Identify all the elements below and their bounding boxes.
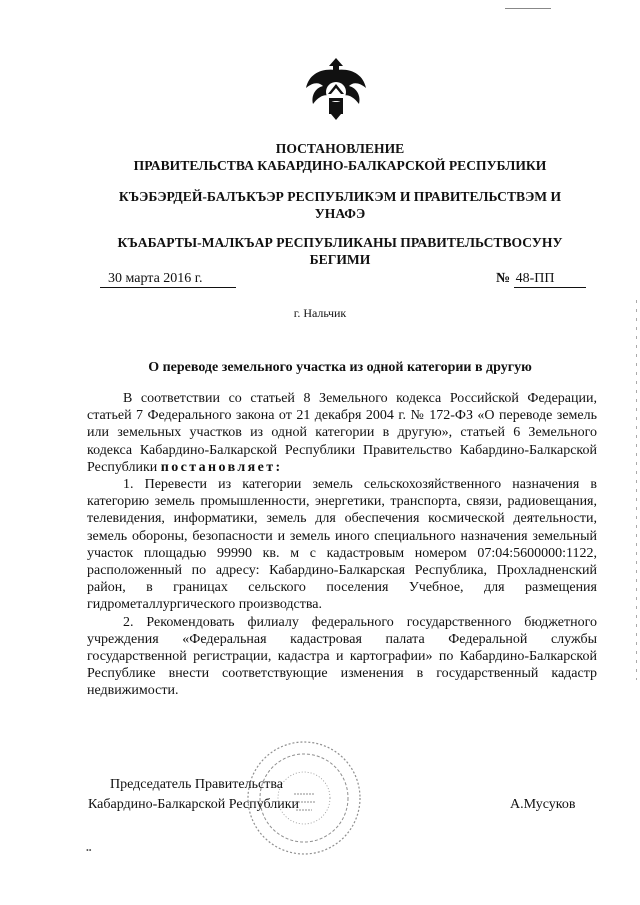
intro-text: В соответствии со статьей 8 Земельного кодекса Российской Федерации, статьей 7 Федерального закона от 21 декабря 2004 г. № 172-ФЗ «О переводе земель или земельных участков из одной категории в другую», статьей 6 Земельного кодекса Кабардино-Балкарской Республики Правительство Кабардино-Балкарской Республики <box>87 391 597 475</box>
title-line: КЪЭБЭРДЕЙ-БАЛЪКЪЭР РЕСПУБЛИКЭМ И ПРАВИТЕЛЬСТВЭМ И <box>118 189 562 204</box>
document-date: 30 марта 2016 г. <box>100 271 236 288</box>
item-2-paragraph: 2. Рекомендовать филиалу федерального государственного бюджетного учреждения «Федеральная кадастровая палата Федеральной службы государственной регистрации, кадастра и картографии» по Кабардино-Балкарской Республике внести соответствующие изменения в государственный кадастр недвижимости. <box>87 614 597 699</box>
title-kabardian <box>80 188 600 222</box>
signatory-position-2: Кабардино-Балкарской Республики <box>88 797 299 812</box>
document-city: г. Нальчик <box>293 306 347 320</box>
title-balkar <box>80 234 600 268</box>
title-line: БЕГИМИ <box>309 252 371 267</box>
decree-word: постановляет: <box>160 459 283 475</box>
number-value: 48-ПП <box>514 271 586 288</box>
number-prefix: № <box>496 271 511 286</box>
title-line: КЪАБАРТЫ-МАЛКЪАР РЕСПУБЛИКАНЫ ПРАВИТЕЛЬСТВОСУНУ <box>117 235 563 250</box>
title-line: ПОСТАНОВЛЕНИЕ <box>275 141 405 156</box>
scan-edge <box>636 300 637 680</box>
document-subject: О переводе земельного участка из одной категории в другую <box>148 360 532 375</box>
document-title <box>80 140 600 174</box>
footer-mark: •• <box>86 846 92 855</box>
intro-paragraph <box>87 390 597 476</box>
signatory-name: А.Мусуков <box>510 797 576 812</box>
item-1-paragraph: 1. Перевести из категории земель сельскохозяйственного назначения в категорию земель промышленности, энергетики, транспорта, связи, радиовещания, телевидения, информатики, земель для обеспечения космической деятельности, земель обороны, безопасности и земель иного специального назначения земельный участок площадью 99990 кв. м с кадастровым номером 07:04:5600000:1122, расположенный по адресу: Кабардино-Балкарская Республика, Прохладненский район, в границах сельского поселения Учебное, для размещения гидрометаллургического производства. <box>87 477 597 613</box>
title-line: УНАФЭ <box>314 206 366 221</box>
title-line: ПРАВИТЕЛЬСТВА КАБАРДИНО-БАЛКАРСКОЙ РЕСПУБЛИКИ <box>133 158 547 173</box>
coat-of-arms-icon <box>301 52 371 122</box>
scan-mark <box>505 8 551 9</box>
signatory-position: Председатель Правительства <box>110 777 283 792</box>
document-number <box>496 271 586 288</box>
document-body <box>87 390 597 700</box>
